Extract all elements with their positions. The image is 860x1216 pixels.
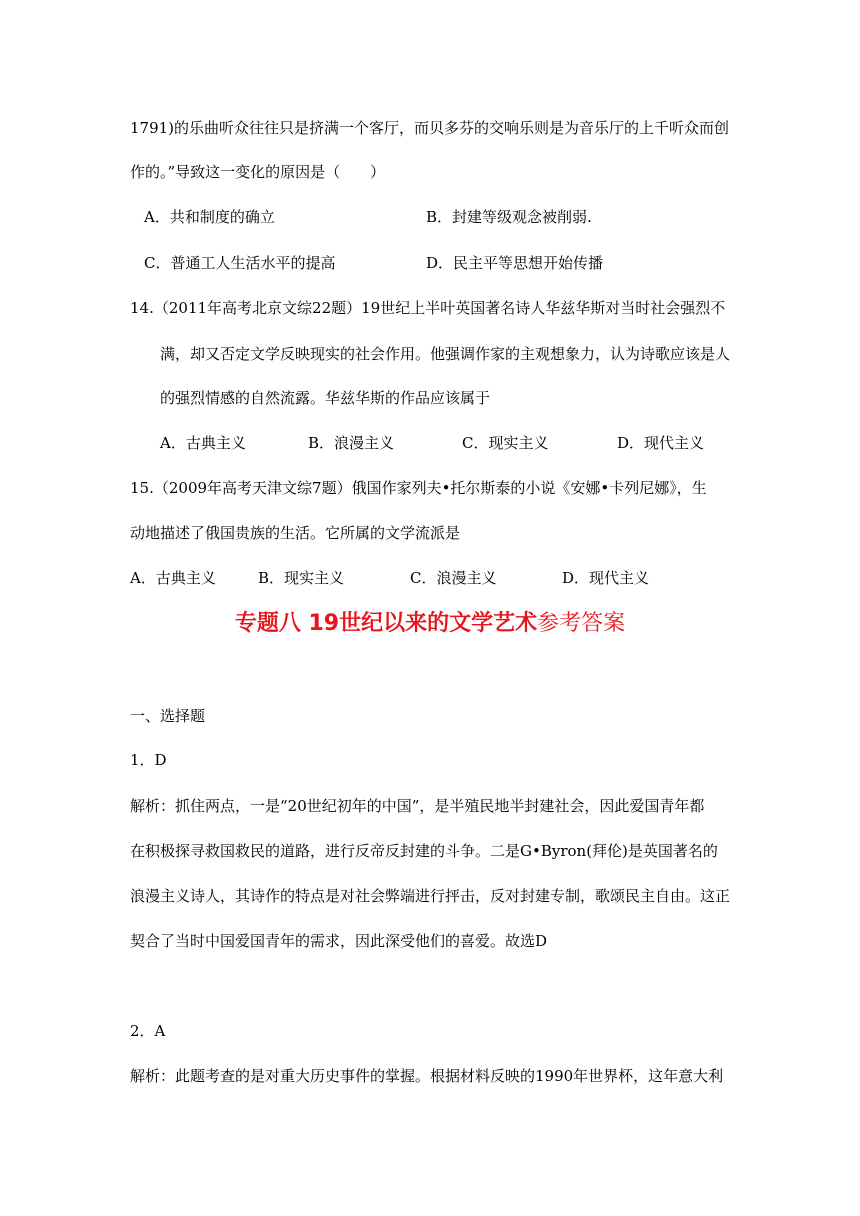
q13-option-c: C．普通工人生活水平的提高 [144,254,336,272]
q14-line-2: 满，却又否定文学反映现实的社会作用。他强调作家的主观想象力，认为诗歌应该是人 [160,345,731,363]
q13-option-a: A．共和制度的确立 [144,208,275,226]
q15-option-c: C．浪漫主义 [410,569,497,587]
q14-option-d: D．现代主义 [617,434,705,452]
answer-title-bold: 专题八 19世纪以来的文学艺术 [234,611,538,636]
q14-option-c: C．现实主义 [462,434,549,452]
q13-option-d: D．民主平等思想开始传播 [426,254,604,272]
answer-1-line-2: 在积极探寻救国救民的道路，进行反帝反封建的斗争。二是G•Byron(拜伦)是英国著名的 [130,842,718,860]
q13-line-1: 1791)的乐曲听众往往只是挤满一个客厅，而贝多芬的交响乐则是为音乐厅的上千听众而创 [130,119,730,137]
section-heading: 一、选择题 [130,707,206,725]
q14-option-a: A．古典主义 [160,434,246,452]
q14-option-b: B．浪漫主义 [308,434,395,452]
q15-option-a: A．古典主义 [130,569,216,587]
answer-title-normal: 参考答案 [537,611,626,636]
q15-option-b: B．现实主义 [258,569,345,587]
q13-line-2: 作的。”导致这一变化的原因是（ ） [130,163,386,181]
answer-2-number: 2．A [130,1022,166,1040]
q14-line-1: 14.（2011年高考北京文综22题）19世纪上半叶英国著名诗人华兹华斯对当时社会强烈不 [130,299,726,317]
answer-1-line-4: 契合了当时中国爱国青年的需求，因此深受他们的喜爱。故选D [130,932,548,950]
q15-line-2: 动地描述了俄国贵族的生活。它所属的文学流派是 [130,524,461,542]
q13-option-b: B．封建等级观念被削弱. [426,208,592,226]
answer-1-line-1: 解析：抓住两点，一是“20世纪初年的中国”，是半殖民地半封建社会，因此爱国青年都 [130,797,705,815]
q14-line-3: 的强烈情感的自然流露。华兹华斯的作品应该属于 [160,389,491,407]
answer-1-line-3: 浪漫主义诗人，其诗作的特点是对社会弊端进行抨击，反对封建专制，歌颂民主自由。这正 [130,887,731,905]
answer-2-line-1: 解析：此题考查的是对重大历史事件的掌握。根据材料反映的1990年世界杯，这年意大利 [130,1067,724,1085]
answer-1-number: 1．D [130,751,167,769]
q15-option-d: D．现代主义 [562,569,650,587]
answer-title [0,610,860,638]
q15-line-1: 15.（2009年高考天津文综7题）俄国作家列夫•托尔斯泰的小说《安娜•卡列尼娜》，生 [130,479,707,497]
